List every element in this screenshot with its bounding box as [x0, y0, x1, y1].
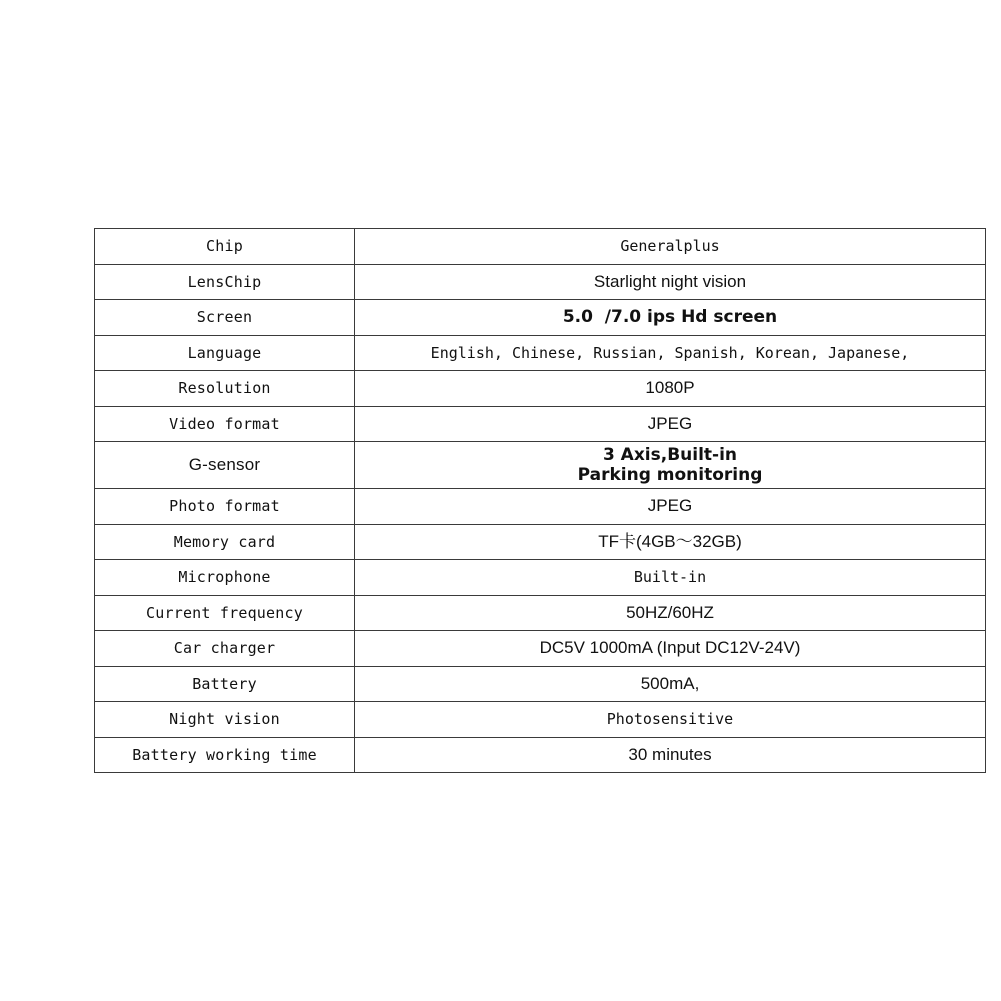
table-row: [95, 489, 986, 525]
spec-label-photo-format: Photo format: [95, 489, 355, 525]
spec-value-screen: 5.0 /7.0 ips Hd screen: [355, 300, 986, 336]
spec-label-chip: Chip: [95, 229, 355, 265]
table-row: [95, 229, 986, 265]
spec-value-microphone: Built-in: [355, 560, 986, 596]
spec-value-g-sensor-line1: 3 Axis,Built-in: [602, 445, 738, 465]
spec-label-language: Language: [95, 335, 355, 371]
spec-value-video-format: JPEG: [355, 406, 986, 442]
spec-value-car-charger: DC5V 1000mA (Input DC12V-24V): [355, 631, 986, 667]
table-row: [95, 524, 986, 560]
spec-label-memory-card: Memory card: [95, 524, 355, 560]
table-row: [95, 442, 986, 489]
spec-label-resolution: Resolution: [95, 371, 355, 407]
spec-label-video-format: Video format: [95, 406, 355, 442]
table-row: [95, 560, 986, 596]
spec-value-photo-format: JPEG: [355, 489, 986, 525]
spec-value-lenschip: Starlight night vision: [355, 264, 986, 300]
spec-value-language: English, Chinese, Russian, Spanish, Korean, Japanese,: [355, 335, 986, 371]
spec-label-microphone: Microphone: [95, 560, 355, 596]
spec-label-battery: Battery: [95, 666, 355, 702]
spec-value-current-frequency: 50HZ/60HZ: [355, 595, 986, 631]
table-row: [95, 595, 986, 631]
table-row: [95, 300, 986, 336]
spec-table: [94, 228, 986, 773]
spec-label-g-sensor: G-sensor: [95, 442, 355, 489]
table-row: [95, 737, 986, 773]
spec-value-battery-working-time: 30 minutes: [355, 737, 986, 773]
spec-value-resolution: 1080P: [355, 371, 986, 407]
spec-label-battery-working-time: Battery working time: [95, 737, 355, 773]
spec-label-car-charger: Car charger: [95, 631, 355, 667]
table-row: [95, 631, 986, 667]
spec-value-g-sensor: [355, 442, 986, 489]
table-row: [95, 335, 986, 371]
table-row: [95, 371, 986, 407]
spec-value-chip: Generalplus: [355, 229, 986, 265]
spec-value-battery: 500mA,: [355, 666, 986, 702]
spec-label-night-vision: Night vision: [95, 702, 355, 738]
table-row: [95, 264, 986, 300]
table-row: [95, 702, 986, 738]
spec-label-screen: Screen: [95, 300, 355, 336]
spec-value-memory-card: TF卡(4GB～32GB): [355, 524, 986, 560]
spec-value-night-vision: Photosensitive: [355, 702, 986, 738]
spec-value-g-sensor-line2: Parking monitoring: [577, 465, 763, 485]
spec-label-lenschip: LensChip: [95, 264, 355, 300]
table-row: [95, 666, 986, 702]
table-row: [95, 406, 986, 442]
spec-label-current-frequency: Current frequency: [95, 595, 355, 631]
